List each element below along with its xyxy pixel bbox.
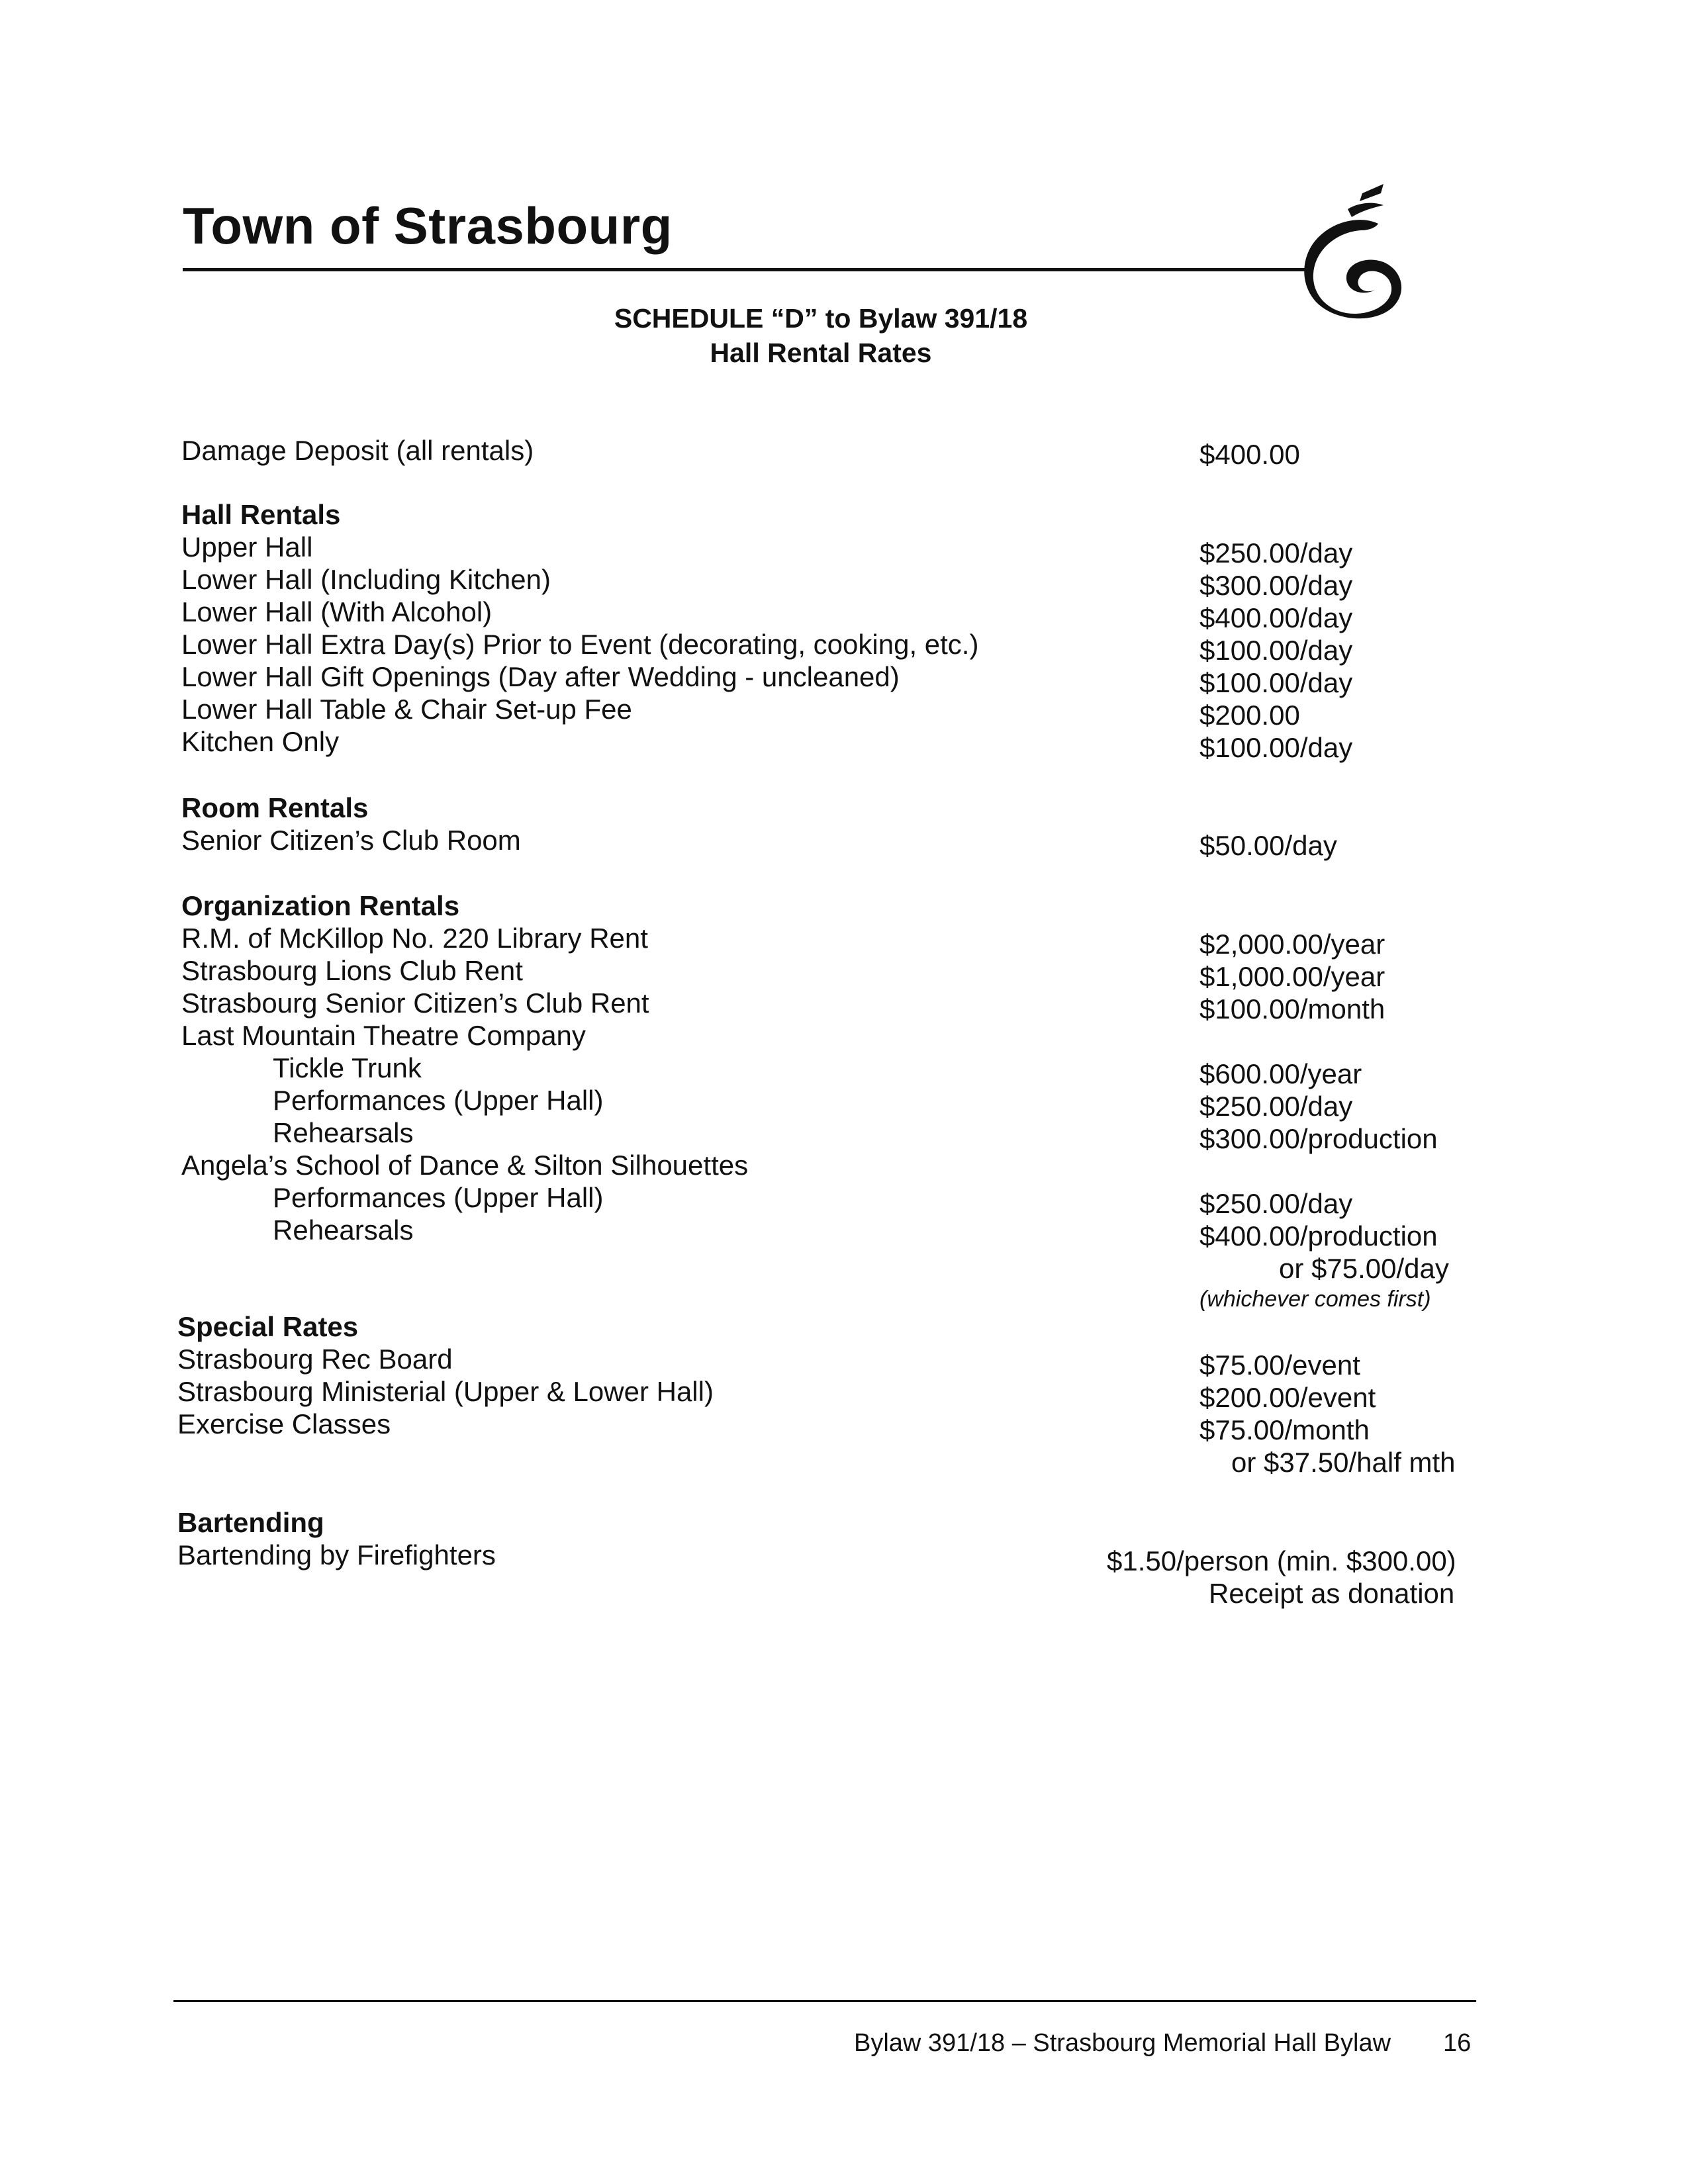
rate-note: (whichever comes first) (1199, 1287, 1431, 1312)
rate-value: $200.00/event (1199, 1382, 1376, 1413)
rate-value: $1,000.00/year (1199, 961, 1385, 992)
section-heading-organization-rentals: Organization Rentals (181, 890, 460, 921)
rate-value: $75.00/month (1199, 1414, 1370, 1445)
rate-value: $250.00/day (1199, 1091, 1353, 1122)
rate-alternative: or $37.50/half mth (1231, 1447, 1456, 1478)
page-number: 16 (1443, 2029, 1472, 2057)
footer-text: Bylaw 391/18 – Strasbourg Memorial Hall Bylaw (854, 2029, 1391, 2057)
rate-label: Senior Citizen’s Club Room (181, 825, 521, 856)
footer-rule (173, 2000, 1476, 2002)
rate-value: $250.00/day (1199, 537, 1353, 569)
rate-label: Kitchen Only (181, 726, 340, 757)
rate-value: $50.00/day (1199, 830, 1337, 861)
rate-label: Lower Hall Table & Chair Set-up Fee (181, 694, 632, 725)
rate-value: $400.00/day (1199, 602, 1353, 633)
rate-label: Exercise Classes (177, 1408, 391, 1439)
rate-label: Upper Hall (181, 531, 313, 563)
rate-value: $100.00/day (1199, 667, 1353, 698)
rate-value: $200.00 (1199, 700, 1300, 731)
rate-label: Lower Hall (Including Kitchen) (181, 564, 551, 595)
schedule-heading: SCHEDULE “D” to Bylaw 391/18 (614, 303, 1028, 334)
rate-value: $300.00/production (1199, 1123, 1438, 1154)
section-heading-room-rentals: Room Rentals (181, 792, 369, 823)
section-heading-special-rates: Special Rates (177, 1311, 359, 1342)
rate-label: Strasbourg Senior Citizen’s Club Rent (181, 987, 649, 1019)
rate-label: Strasbourg Lions Club Rent (181, 955, 523, 986)
deposit-label: Damage Deposit (all rentals) (181, 435, 534, 466)
header-rule (183, 268, 1308, 271)
rate-note: Receipt as donation (1209, 1578, 1455, 1609)
rate-value: $100.00/day (1199, 732, 1353, 763)
rate-value: $75.00/event (1199, 1349, 1360, 1381)
rate-label: Lower Hall Gift Openings (Day after Wedding - uncleaned) (181, 661, 900, 692)
rate-label: Angela’s School of Dance & Silton Silhouettes (181, 1150, 749, 1181)
rate-value: $400.00/production (1199, 1220, 1438, 1251)
rate-value: $600.00/year (1199, 1058, 1362, 1089)
rate-alternative: or $75.00/day (1279, 1253, 1449, 1284)
rate-label: Strasbourg Ministerial (Upper & Lower Hall) (177, 1376, 714, 1407)
rate-value: $2,000.00/year (1199, 929, 1385, 960)
rate-label: Performances (Upper Hall) (273, 1085, 604, 1116)
town-title: Town of Strasbourg (183, 197, 673, 255)
rate-label: Performances (Upper Hall) (273, 1182, 604, 1213)
rate-label: Bartending by Firefighters (177, 1539, 496, 1570)
rate-value: $1.50/person (min. $300.00) (1107, 1545, 1456, 1576)
rate-value: $300.00/day (1199, 570, 1353, 601)
rate-label: Last Mountain Theatre Company (181, 1020, 586, 1051)
section-heading-hall-rentals: Hall Rentals (181, 499, 341, 530)
rate-value: $100.00/month (1199, 993, 1385, 1024)
rate-label: Lower Hall Extra Day(s) Prior to Event (decorating, cooking, etc.) (181, 629, 979, 660)
rate-label: Strasbourg Rec Board (177, 1343, 453, 1375)
rate-label: Rehearsals (273, 1214, 414, 1246)
rate-value: $100.00/day (1199, 635, 1353, 666)
rate-label: Lower Hall (With Alcohol) (181, 596, 492, 627)
deposit-value: $400.00 (1199, 439, 1300, 470)
schedule-subheading: Hall Rental Rates (710, 338, 932, 368)
rate-label: R.M. of McKillop No. 220 Library Rent (181, 923, 648, 954)
rate-value: $250.00/day (1199, 1188, 1353, 1219)
rate-label: Tickle Trunk (273, 1052, 422, 1083)
rate-label: Rehearsals (273, 1117, 414, 1148)
section-heading-bartending: Bartending (177, 1507, 324, 1538)
